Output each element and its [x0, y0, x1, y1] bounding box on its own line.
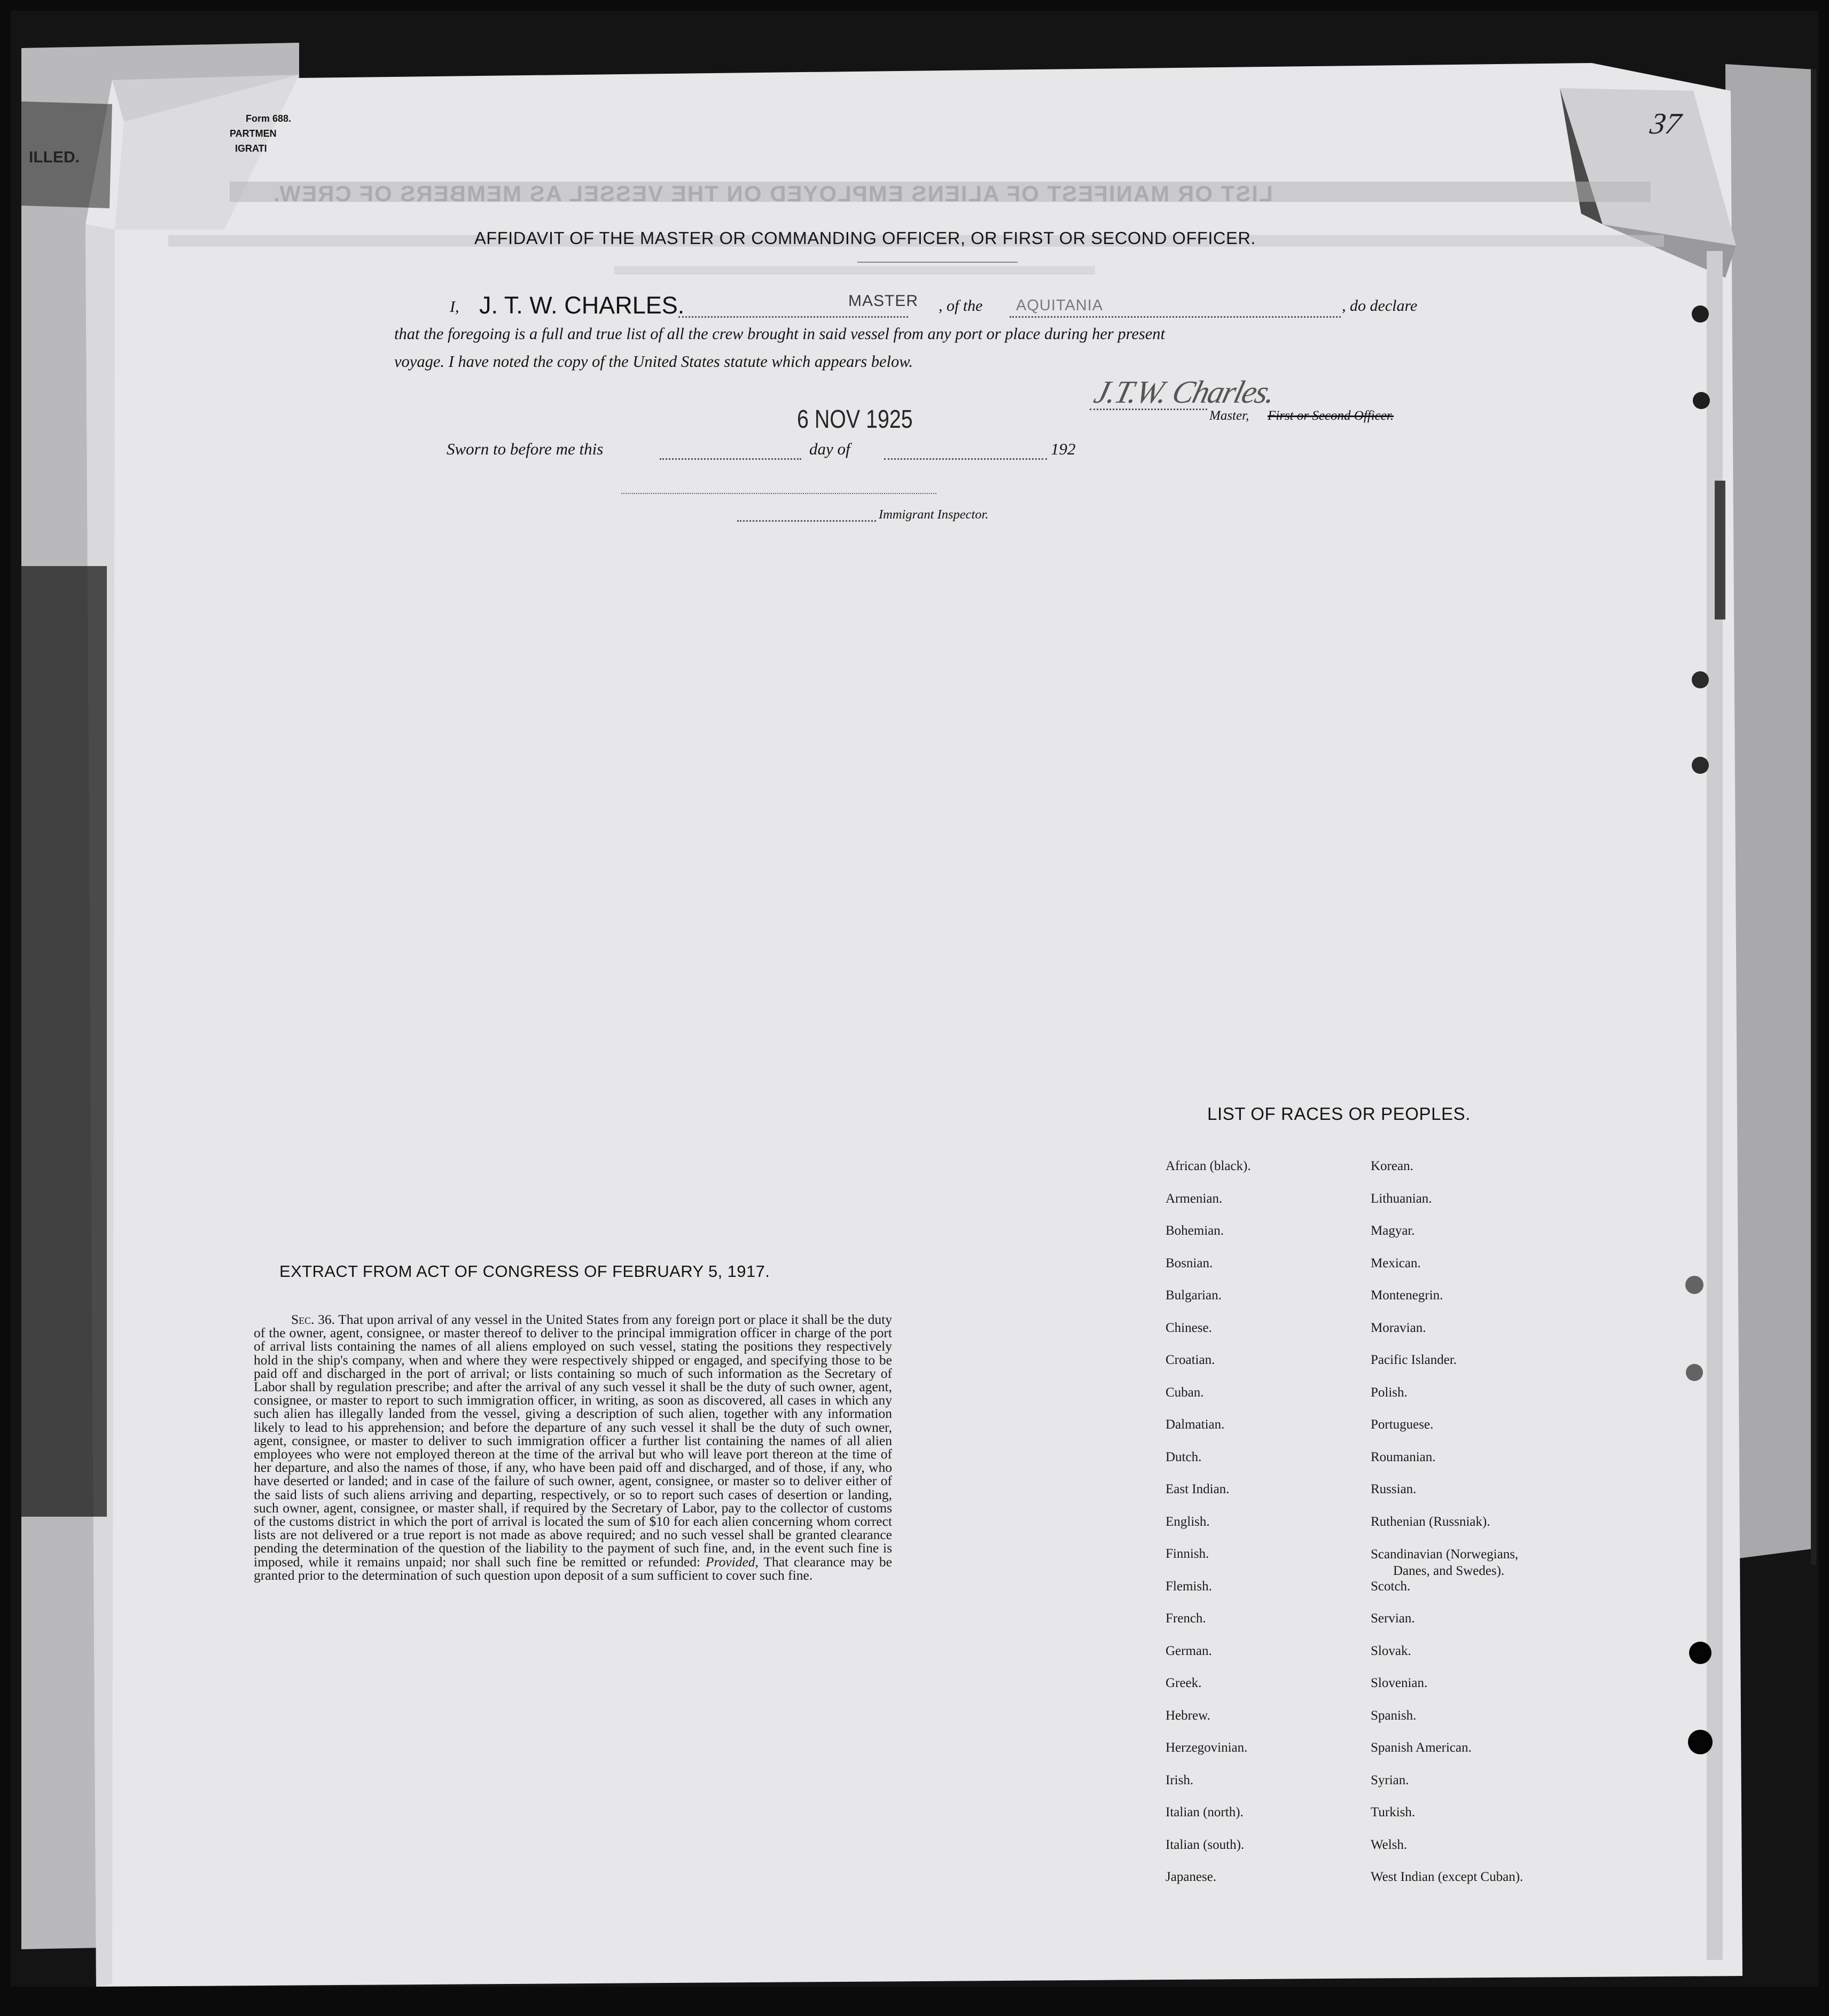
master-signature: J.T.W. Charles.	[1090, 374, 1279, 410]
race-list-item: Polish.	[1371, 1385, 1408, 1400]
race-list-item: Spanish American.	[1371, 1740, 1472, 1755]
extract-title: EXTRACT FROM ACT OF CONGRESS OF FEBRUARY 5, 1917.	[279, 1262, 770, 1281]
race-list-item: Spanish.	[1371, 1708, 1417, 1723]
races-list-title: LIST OF RACES OR PEOPLES.	[1207, 1104, 1471, 1124]
vessel-name-field: AQUITANIA	[1016, 297, 1104, 314]
race-list-item: English.	[1166, 1514, 1210, 1529]
race-list-item: Scotch.	[1371, 1579, 1411, 1594]
immigrant-inspector-label: Immigrant Inspector.	[879, 507, 989, 522]
affidavit-title: AFFIDAVIT OF THE MASTER OR COMMANDING OFFICER, OR FIRST OR SECOND OFFICER.	[474, 229, 1256, 248]
race-list-item: West Indian (except Cuban).	[1371, 1870, 1523, 1884]
race-list-item: Turkish.	[1371, 1805, 1416, 1819]
race-list-item: Hebrew.	[1166, 1708, 1210, 1723]
race-list-item: Italian (north).	[1166, 1805, 1244, 1819]
race-list-item: Chinese.	[1166, 1320, 1212, 1335]
page-number: 37	[1647, 107, 1684, 140]
signature-dotted-line	[1090, 409, 1207, 410]
race-list-item: Slovenian.	[1371, 1676, 1428, 1690]
race-list-item: Syrian.	[1371, 1772, 1409, 1787]
race-list-item: Danes, and Swedes).	[1393, 1564, 1505, 1578]
rank-field: MASTER	[848, 292, 919, 310]
race-list-item: German.	[1166, 1643, 1212, 1658]
affidavit-title-rule	[857, 262, 1018, 263]
race-list-item: Korean.	[1371, 1159, 1413, 1173]
race-list-item: Pacific Islander.	[1371, 1353, 1457, 1367]
race-list-item: Japanese.	[1166, 1870, 1217, 1884]
form-number-fragment: Form 688.	[246, 113, 292, 124]
year-prefix: 192	[1051, 440, 1076, 458]
race-list-item: Ruthenian (Russniak).	[1371, 1514, 1490, 1529]
race-list-item: Mexican.	[1371, 1256, 1421, 1270]
extract-body-end: That clearance may be granted prior to the determination of such question upon deposit of a sum sufficient to cover such fine.	[254, 1554, 893, 1583]
race-list-item: Scandinavian (Norwegians,	[1371, 1547, 1519, 1562]
race-list-item: East Indian.	[1166, 1482, 1230, 1496]
race-list-item: Slovak.	[1371, 1643, 1411, 1658]
affidavit-i-label: I,	[450, 298, 459, 316]
extract-body-text: That upon arrival of any vessel in the United States from any foreign port or place it shall be the duty of the owner, agent, consignee, or master thereof to deliver to the principal immigration officer in charge of the port of arrival lists containing the names of all aliens employed on such vessel, stating the positions they respectively hold in the ship's company, when and where they were respectively shipped or engaged, and specifying those to be paid off and discharged in the port of arrival; or lists containing so much of such information as the Secretary of Labor shall by regulation prescribe; and after the arrival of any such vessel it shall be the duty of such owner, agent, consignee, or master to report to such immigration officer, in writing, as soon as discovered, all cases in which any such alien has illegally landed from the vessel, giving a description of such alien, together with any information likely to lead to his apprehension; and before the departure of any such vessel it shall be the duty of such owner, agent, consignee, or master to deliver to such immigration officer a further list containing the names of all alien employees who were not employed thereon at the time of the arrival but who will leave port thereon at the time of her departure, and also the names of those, if any, who have been paid off and discharged, and of those, if any, who have deserted or landed; and in case of the failure of such owner, agent, consignee, or master so to deliver either of the said lists of such aliens arriving and departing, respectively, or so to report such cases of desertion or landing, such owner, agent, consignee, or master shall, if required by the Secretary of Labor, pay to the collector of customs of the customs district in which the port of arrival is located the sum of $10 for each alien concerning whom correct lists are not delivered or a true report is not made as above required; and no such vessel shall be granted clearance pending the determination of the question of the liability to the payment of such fine, and, in the event such fine is imposed, while it remains unpaid; nor shall such fine be remitted or refunded:	[254, 1312, 892, 1570]
race-list-item: Croatian.	[1166, 1353, 1215, 1367]
race-list-item: Cuban.	[1166, 1385, 1204, 1400]
race-list-item: Armenian.	[1166, 1191, 1223, 1206]
race-list-item: Roumanian.	[1371, 1449, 1436, 1464]
sworn-date-stamp: 6 NOV 1925	[797, 405, 913, 434]
of-the-label: , of the	[939, 297, 983, 315]
signature-role-struck: First or Second Officer.	[1268, 409, 1394, 423]
column-header-fragment: ILLED.	[29, 148, 80, 166]
signature-role-master: Master,	[1209, 409, 1249, 423]
race-list-item: Flemish.	[1166, 1579, 1212, 1594]
race-list-item: Dutch.	[1166, 1449, 1202, 1464]
department-fragment: PARTMEN	[230, 128, 277, 139]
sworn-month-dotted-line	[884, 458, 1047, 460]
race-list-item: Bulgarian.	[1166, 1288, 1222, 1303]
master-name-dotted-line	[678, 316, 908, 318]
race-list-item: French.	[1166, 1611, 1206, 1626]
race-list-item: Greek.	[1166, 1676, 1202, 1690]
race-list-item: Montenegrin.	[1371, 1288, 1443, 1303]
races-left-column	[1166, 1159, 1251, 1902]
race-list-item: Russian.	[1371, 1482, 1417, 1496]
sworn-before-label: Sworn to before me this	[447, 440, 604, 458]
extract-section-36-text	[254, 1313, 892, 1582]
do-declare-label: , do declare	[1342, 297, 1418, 315]
race-list-item: Italian (south).	[1166, 1837, 1245, 1852]
sworn-day-dotted-line	[660, 458, 801, 460]
inspector-name-dotted-line	[737, 520, 876, 522]
vessel-name-dotted-line	[1010, 316, 1341, 318]
race-list-item: Dalmatian.	[1166, 1417, 1225, 1432]
race-list-item: Servian.	[1371, 1611, 1415, 1626]
extract-section-label: Sec. 36.	[291, 1312, 335, 1327]
race-list-item: Herzegovinian.	[1166, 1740, 1248, 1755]
race-list-item: Lithuanian.	[1371, 1191, 1432, 1206]
affidavit-declaration-line2: that the foregoing is a full and true list of all the crew brought in said vessel from any port or place during her present	[394, 325, 1166, 343]
day-of-label: day of	[809, 440, 850, 458]
master-name-field: J. T. W. CHARLES.	[479, 292, 685, 319]
race-list-item: Finnish.	[1166, 1547, 1209, 1561]
extract-provided-label: Provided,	[706, 1554, 759, 1570]
race-list-item: African (black).	[1166, 1159, 1251, 1173]
races-right-column	[1371, 1159, 1523, 1902]
bleed-through-title: LIST OR MANIFEST OF ALIENS EMPLOYED ON THE VESSEL AS MEMBERS OF CREW.	[272, 181, 1273, 206]
race-list-item: Bohemian.	[1166, 1223, 1224, 1238]
race-list-item: Moravian.	[1371, 1320, 1426, 1335]
affidavit-declaration-line3: voyage. I have noted the copy of the United States statute which appears below.	[394, 352, 913, 371]
race-list-item: Magyar.	[1371, 1223, 1415, 1238]
race-list-item: Portuguese.	[1371, 1417, 1434, 1432]
inspector-signature-line	[621, 493, 936, 494]
race-list-item: Welsh.	[1371, 1837, 1408, 1852]
race-list-item: Bosnian.	[1166, 1256, 1213, 1270]
race-list-item: Irish.	[1166, 1772, 1194, 1787]
immigration-fragment: IGRATI	[235, 143, 267, 154]
